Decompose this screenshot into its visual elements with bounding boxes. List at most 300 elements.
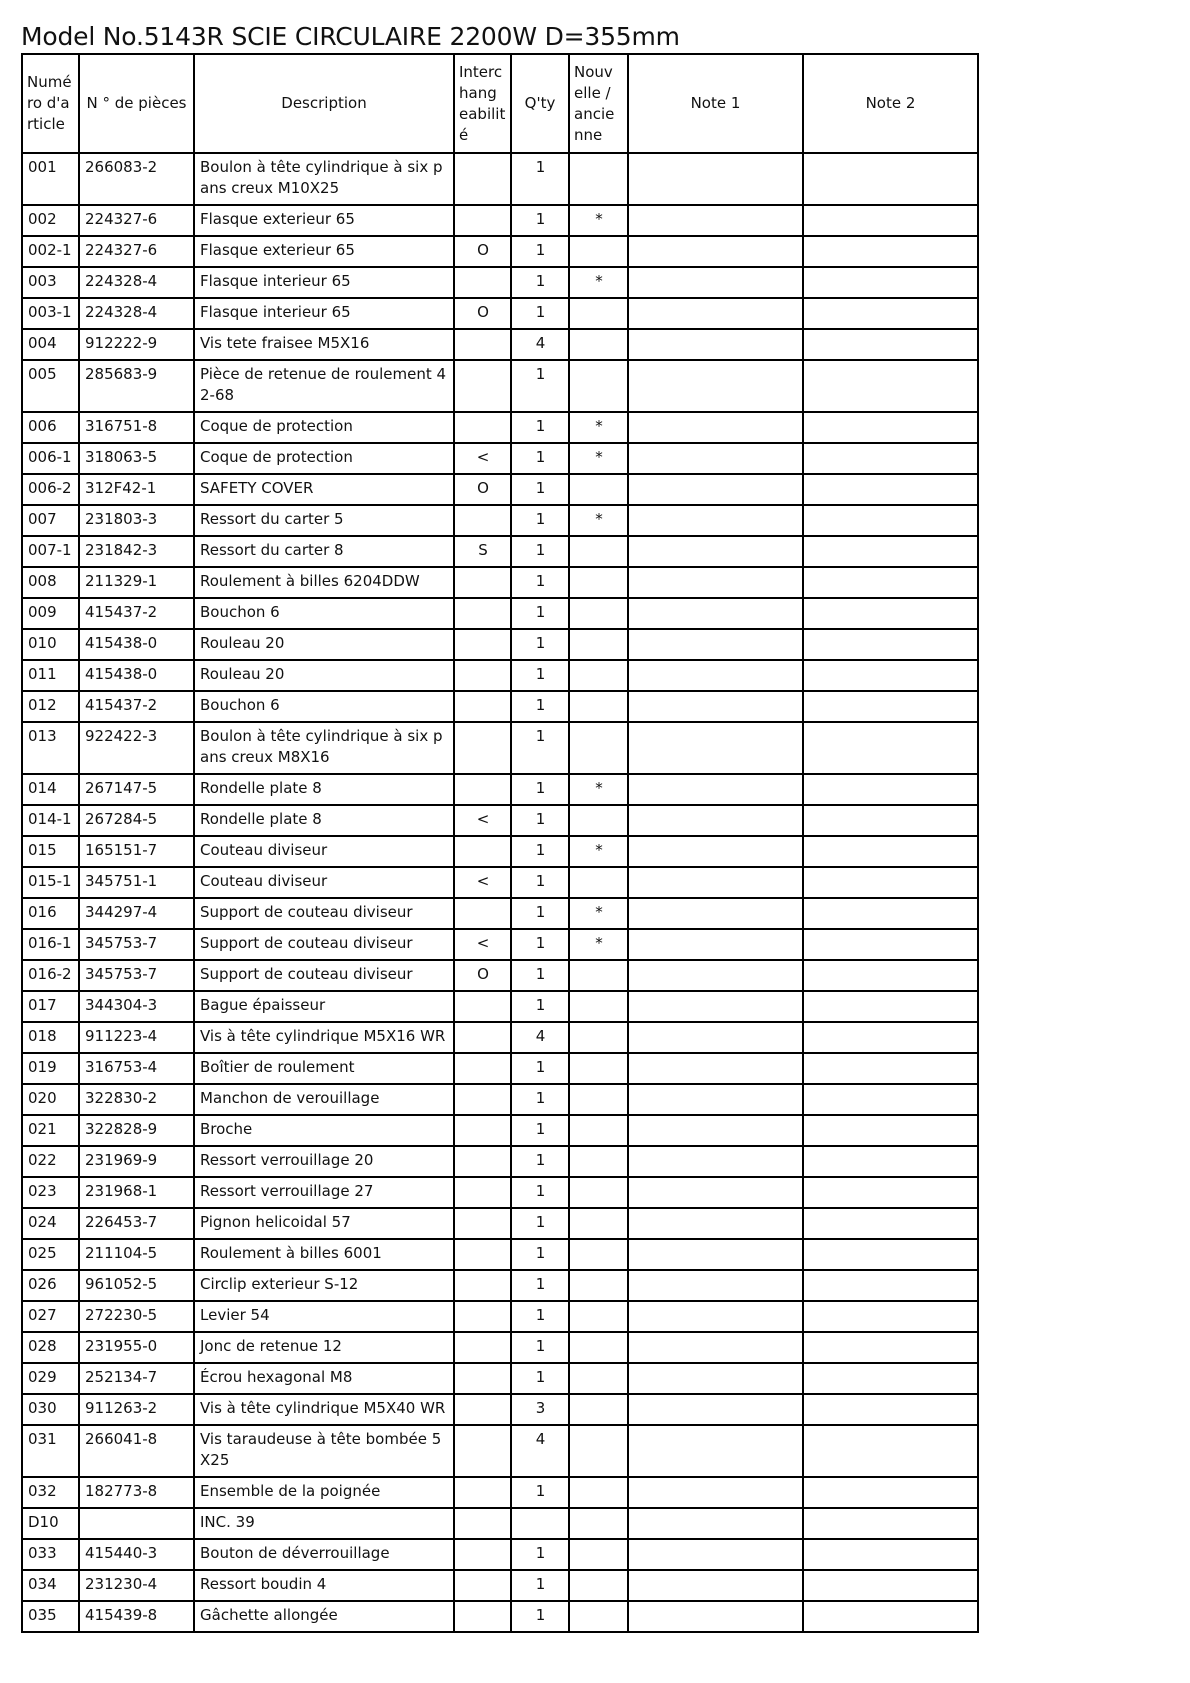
cell-new-old: * <box>569 505 628 536</box>
table-row <box>22 1270 978 1301</box>
cell-note1 <box>628 1508 803 1539</box>
table-row <box>22 1477 978 1508</box>
cell-note2 <box>803 329 978 360</box>
cell-description: Support de couteau diviseur <box>194 929 454 960</box>
cell-note1 <box>628 1363 803 1394</box>
table-row <box>22 236 978 267</box>
cell-item-no: 011 <box>22 660 79 691</box>
cell-note2 <box>803 1601 978 1632</box>
cell-description: Ressort du carter 5 <box>194 505 454 536</box>
cell-part-no: 182773-8 <box>79 1477 194 1508</box>
cell-qty: 1 <box>511 1146 569 1177</box>
cell-qty: 1 <box>511 443 569 474</box>
cell-description: Flasque exterieur 65 <box>194 236 454 267</box>
cell-new-old <box>569 1425 628 1477</box>
cell-note2 <box>803 505 978 536</box>
cell-qty: 1 <box>511 867 569 898</box>
cell-new-old <box>569 329 628 360</box>
cell-item-no: 006 <box>22 412 79 443</box>
cell-note2 <box>803 598 978 629</box>
cell-interchangeability <box>454 1146 511 1177</box>
cell-part-no: 231842-3 <box>79 536 194 567</box>
cell-note1 <box>628 205 803 236</box>
cell-qty: 1 <box>511 505 569 536</box>
cell-note2 <box>803 1332 978 1363</box>
table-row <box>22 267 978 298</box>
cell-qty: 1 <box>511 598 569 629</box>
cell-description: Levier 54 <box>194 1301 454 1332</box>
cell-interchangeability <box>454 1570 511 1601</box>
cell-new-old <box>569 536 628 567</box>
cell-part-no: 415437-2 <box>79 598 194 629</box>
cell-description: Support de couteau diviseur <box>194 898 454 929</box>
cell-item-no: 007-1 <box>22 536 79 567</box>
table-row <box>22 1177 978 1208</box>
cell-item-no: 014-1 <box>22 805 79 836</box>
cell-item-no: 008 <box>22 567 79 598</box>
cell-interchangeability <box>454 1270 511 1301</box>
cell-new-old: * <box>569 412 628 443</box>
cell-part-no: 285683-9 <box>79 360 194 412</box>
table-row <box>22 629 978 660</box>
cell-item-no: 012 <box>22 691 79 722</box>
cell-new-old <box>569 722 628 774</box>
cell-part-no: 224328-4 <box>79 298 194 329</box>
cell-note1 <box>628 412 803 443</box>
cell-qty: 1 <box>511 205 569 236</box>
cell-note1 <box>628 1601 803 1632</box>
cell-note2 <box>803 629 978 660</box>
cell-note2 <box>803 991 978 1022</box>
cell-item-no: 026 <box>22 1270 79 1301</box>
cell-new-old <box>569 1177 628 1208</box>
cell-item-no: 004 <box>22 329 79 360</box>
cell-qty: 4 <box>511 1425 569 1477</box>
table-row <box>22 1601 978 1632</box>
cell-item-no: 030 <box>22 1394 79 1425</box>
cell-qty: 1 <box>511 805 569 836</box>
cell-interchangeability <box>454 267 511 298</box>
cell-part-no: 224327-6 <box>79 236 194 267</box>
cell-interchangeability <box>454 1208 511 1239</box>
cell-part-no: 226453-7 <box>79 1208 194 1239</box>
cell-qty: 1 <box>511 1053 569 1084</box>
cell-part-no: 345753-7 <box>79 929 194 960</box>
cell-part-no: 961052-5 <box>79 1270 194 1301</box>
cell-new-old <box>569 1477 628 1508</box>
table-row <box>22 1394 978 1425</box>
cell-item-no: 034 <box>22 1570 79 1601</box>
cell-note1 <box>628 1425 803 1477</box>
cell-part-no: 267147-5 <box>79 774 194 805</box>
cell-qty: 1 <box>511 412 569 443</box>
cell-note1 <box>628 360 803 412</box>
cell-qty: 1 <box>511 629 569 660</box>
cell-new-old <box>569 1301 628 1332</box>
cell-note1 <box>628 267 803 298</box>
table-row <box>22 1301 978 1332</box>
table-row <box>22 1053 978 1084</box>
cell-note2 <box>803 660 978 691</box>
cell-new-old <box>569 298 628 329</box>
cell-note1 <box>628 1570 803 1601</box>
cell-item-no: D10 <box>22 1508 79 1539</box>
table-row <box>22 1539 978 1570</box>
cell-qty: 1 <box>511 1477 569 1508</box>
cell-note1 <box>628 691 803 722</box>
cell-note2 <box>803 898 978 929</box>
cell-qty: 1 <box>511 360 569 412</box>
cell-interchangeability <box>454 505 511 536</box>
cell-new-old: * <box>569 267 628 298</box>
cell-part-no <box>79 1508 194 1539</box>
table-row <box>22 867 978 898</box>
cell-new-old <box>569 1570 628 1601</box>
cell-interchangeability <box>454 1363 511 1394</box>
cell-new-old <box>569 1053 628 1084</box>
cell-item-no: 033 <box>22 1539 79 1570</box>
cell-description: Vis à tête cylindrique M5X40 WR <box>194 1394 454 1425</box>
cell-interchangeability <box>454 1177 511 1208</box>
cell-item-no: 020 <box>22 1084 79 1115</box>
cell-qty: 1 <box>511 236 569 267</box>
cell-qty: 1 <box>511 267 569 298</box>
header-item-no: Numé ro d'a rticle <box>22 54 79 153</box>
table-row <box>22 505 978 536</box>
cell-interchangeability <box>454 660 511 691</box>
header-description: Description <box>194 54 454 153</box>
cell-description: Coque de protection <box>194 412 454 443</box>
cell-interchangeability <box>454 412 511 443</box>
cell-interchangeability <box>454 774 511 805</box>
cell-qty: 1 <box>511 774 569 805</box>
cell-new-old: * <box>569 443 628 474</box>
table-row <box>22 412 978 443</box>
cell-item-no: 022 <box>22 1146 79 1177</box>
cell-note2 <box>803 960 978 991</box>
cell-note2 <box>803 1022 978 1053</box>
cell-description: Rouleau 20 <box>194 660 454 691</box>
cell-item-no: 006-1 <box>22 443 79 474</box>
cell-description: Couteau diviseur <box>194 867 454 898</box>
cell-note1 <box>628 567 803 598</box>
cell-description: Gâchette allongée <box>194 1601 454 1632</box>
cell-note1 <box>628 1115 803 1146</box>
cell-new-old <box>569 991 628 1022</box>
cell-part-no: 415438-0 <box>79 629 194 660</box>
cell-new-old <box>569 1022 628 1053</box>
cell-note2 <box>803 722 978 774</box>
cell-description: Manchon de verouillage <box>194 1084 454 1115</box>
cell-description: Bague épaisseur <box>194 991 454 1022</box>
cell-part-no: 211329-1 <box>79 567 194 598</box>
cell-part-no: 231230-4 <box>79 1570 194 1601</box>
cell-interchangeability <box>454 991 511 1022</box>
cell-note1 <box>628 774 803 805</box>
cell-new-old: * <box>569 205 628 236</box>
cell-description: Flasque interieur 65 <box>194 298 454 329</box>
cell-qty: 4 <box>511 329 569 360</box>
cell-note1 <box>628 598 803 629</box>
cell-item-no: 006-2 <box>22 474 79 505</box>
cell-description: Jonc de retenue 12 <box>194 1332 454 1363</box>
cell-description: Vis à tête cylindrique M5X16 WR <box>194 1022 454 1053</box>
cell-qty: 1 <box>511 929 569 960</box>
cell-item-no: 017 <box>22 991 79 1022</box>
cell-item-no: 010 <box>22 629 79 660</box>
cell-part-no: 415437-2 <box>79 691 194 722</box>
cell-description: Rondelle plate 8 <box>194 774 454 805</box>
table-row <box>22 329 978 360</box>
table-row <box>22 991 978 1022</box>
cell-interchangeability <box>454 1022 511 1053</box>
cell-qty: 1 <box>511 567 569 598</box>
cell-note1 <box>628 1084 803 1115</box>
cell-new-old <box>569 660 628 691</box>
cell-qty: 1 <box>511 1539 569 1570</box>
cell-description: Circlip exterieur S-12 <box>194 1270 454 1301</box>
cell-note2 <box>803 412 978 443</box>
table-row <box>22 153 978 205</box>
cell-part-no: 211104-5 <box>79 1239 194 1270</box>
cell-note1 <box>628 1394 803 1425</box>
cell-qty: 1 <box>511 1270 569 1301</box>
cell-note2 <box>803 1477 978 1508</box>
cell-description: Boulon à tête cylindrique à six pans creux M8X16 <box>194 722 454 774</box>
cell-note2 <box>803 1539 978 1570</box>
cell-note1 <box>628 1177 803 1208</box>
cell-description: Bouchon 6 <box>194 598 454 629</box>
cell-note1 <box>628 805 803 836</box>
cell-note1 <box>628 660 803 691</box>
cell-qty: 1 <box>511 1115 569 1146</box>
cell-qty: 1 <box>511 960 569 991</box>
cell-qty: 1 <box>511 153 569 205</box>
cell-interchangeability: S <box>454 536 511 567</box>
cell-item-no: 029 <box>22 1363 79 1394</box>
cell-note2 <box>803 774 978 805</box>
cell-qty: 1 <box>511 1177 569 1208</box>
table-row <box>22 298 978 329</box>
table-row <box>22 1022 978 1053</box>
cell-description: Vis tete fraisee M5X16 <box>194 329 454 360</box>
cell-description: Couteau diviseur <box>194 836 454 867</box>
cell-new-old <box>569 598 628 629</box>
cell-interchangeability: < <box>454 867 511 898</box>
cell-part-no: 344304-3 <box>79 991 194 1022</box>
cell-interchangeability: O <box>454 960 511 991</box>
cell-qty: 1 <box>511 474 569 505</box>
cell-item-no: 021 <box>22 1115 79 1146</box>
cell-interchangeability <box>454 329 511 360</box>
cell-note1 <box>628 629 803 660</box>
cell-part-no: 318063-5 <box>79 443 194 474</box>
cell-interchangeability <box>454 1394 511 1425</box>
table-row <box>22 929 978 960</box>
cell-note2 <box>803 1084 978 1115</box>
cell-interchangeability: O <box>454 236 511 267</box>
cell-item-no: 015 <box>22 836 79 867</box>
cell-note2 <box>803 1053 978 1084</box>
cell-item-no: 003-1 <box>22 298 79 329</box>
cell-item-no: 002-1 <box>22 236 79 267</box>
cell-new-old <box>569 1208 628 1239</box>
cell-part-no: 415440-3 <box>79 1539 194 1570</box>
cell-qty: 1 <box>511 1239 569 1270</box>
cell-description: Bouton de déverrouillage <box>194 1539 454 1570</box>
cell-interchangeability <box>454 1508 511 1539</box>
cell-part-no: 911223-4 <box>79 1022 194 1053</box>
cell-qty: 1 <box>511 1601 569 1632</box>
cell-item-no: 014 <box>22 774 79 805</box>
cell-part-no: 231955-0 <box>79 1332 194 1363</box>
cell-qty: 3 <box>511 1394 569 1425</box>
cell-new-old <box>569 1084 628 1115</box>
cell-new-old <box>569 153 628 205</box>
cell-new-old <box>569 1539 628 1570</box>
cell-description: Roulement à billes 6001 <box>194 1239 454 1270</box>
cell-new-old: * <box>569 774 628 805</box>
cell-item-no: 031 <box>22 1425 79 1477</box>
table-row <box>22 1332 978 1363</box>
cell-note2 <box>803 205 978 236</box>
cell-description: Pignon helicoidal 57 <box>194 1208 454 1239</box>
cell-qty: 1 <box>511 1301 569 1332</box>
cell-interchangeability <box>454 205 511 236</box>
cell-new-old <box>569 1270 628 1301</box>
cell-new-old: * <box>569 836 628 867</box>
cell-item-no: 035 <box>22 1601 79 1632</box>
cell-interchangeability <box>454 1332 511 1363</box>
table-row <box>22 1146 978 1177</box>
cell-description: Ressort du carter 8 <box>194 536 454 567</box>
cell-description: Rondelle plate 8 <box>194 805 454 836</box>
cell-description: Bouchon 6 <box>194 691 454 722</box>
cell-note2 <box>803 1239 978 1270</box>
header-qty: Q'ty <box>511 54 569 153</box>
cell-part-no: 231803-3 <box>79 505 194 536</box>
cell-qty: 1 <box>511 1363 569 1394</box>
cell-part-no: 316753-4 <box>79 1053 194 1084</box>
table-row <box>22 1084 978 1115</box>
cell-note2 <box>803 567 978 598</box>
cell-note1 <box>628 1539 803 1570</box>
cell-part-no: 316751-8 <box>79 412 194 443</box>
cell-interchangeability <box>454 1601 511 1632</box>
cell-note2 <box>803 1270 978 1301</box>
cell-note2 <box>803 836 978 867</box>
cell-note1 <box>628 991 803 1022</box>
cell-new-old <box>569 1363 628 1394</box>
cell-part-no: 344297-4 <box>79 898 194 929</box>
cell-note1 <box>628 836 803 867</box>
header-note2: Note 2 <box>803 54 978 153</box>
cell-qty: 1 <box>511 991 569 1022</box>
cell-part-no: 322830-2 <box>79 1084 194 1115</box>
table-row <box>22 1570 978 1601</box>
cell-note1 <box>628 1053 803 1084</box>
cell-qty: 1 <box>511 536 569 567</box>
cell-qty: 4 <box>511 1022 569 1053</box>
cell-interchangeability: O <box>454 298 511 329</box>
cell-qty: 1 <box>511 1208 569 1239</box>
cell-qty: 1 <box>511 298 569 329</box>
cell-new-old <box>569 1601 628 1632</box>
cell-description: Rouleau 20 <box>194 629 454 660</box>
cell-note2 <box>803 1425 978 1477</box>
cell-note2 <box>803 267 978 298</box>
cell-interchangeability: < <box>454 443 511 474</box>
cell-item-no: 032 <box>22 1477 79 1508</box>
cell-item-no: 025 <box>22 1239 79 1270</box>
cell-interchangeability <box>454 360 511 412</box>
cell-interchangeability <box>454 629 511 660</box>
cell-item-no: 023 <box>22 1177 79 1208</box>
cell-description: Ressort verrouillage 20 <box>194 1146 454 1177</box>
cell-note1 <box>628 1301 803 1332</box>
cell-interchangeability <box>454 898 511 929</box>
cell-new-old <box>569 474 628 505</box>
cell-note2 <box>803 1208 978 1239</box>
table-row <box>22 598 978 629</box>
cell-part-no: 165151-7 <box>79 836 194 867</box>
table-row <box>22 805 978 836</box>
cell-note2 <box>803 1570 978 1601</box>
cell-part-no: 922422-3 <box>79 722 194 774</box>
cell-description: Boîtier de roulement <box>194 1053 454 1084</box>
cell-note1 <box>628 722 803 774</box>
cell-note2 <box>803 536 978 567</box>
cell-interchangeability <box>454 153 511 205</box>
table-row <box>22 360 978 412</box>
cell-note1 <box>628 1270 803 1301</box>
table-row <box>22 567 978 598</box>
cell-description: Ressort boudin 4 <box>194 1570 454 1601</box>
cell-note1 <box>628 505 803 536</box>
cell-qty: 1 <box>511 1332 569 1363</box>
cell-new-old <box>569 236 628 267</box>
cell-part-no: 224327-6 <box>79 205 194 236</box>
cell-new-old <box>569 805 628 836</box>
cell-part-no: 231968-1 <box>79 1177 194 1208</box>
cell-note1 <box>628 929 803 960</box>
cell-new-old <box>569 567 628 598</box>
table-row <box>22 960 978 991</box>
cell-item-no: 027 <box>22 1301 79 1332</box>
cell-note2 <box>803 1146 978 1177</box>
cell-note1 <box>628 1146 803 1177</box>
cell-note2 <box>803 691 978 722</box>
cell-new-old <box>569 867 628 898</box>
cell-part-no: 415438-0 <box>79 660 194 691</box>
cell-qty: 1 <box>511 660 569 691</box>
cell-note2 <box>803 360 978 412</box>
table-row <box>22 836 978 867</box>
cell-note1 <box>628 1022 803 1053</box>
cell-description: Flasque interieur 65 <box>194 267 454 298</box>
cell-note2 <box>803 1508 978 1539</box>
header-interchangeability: Interc hang eabilit é <box>454 54 511 153</box>
table-row <box>22 691 978 722</box>
table-row <box>22 660 978 691</box>
cell-item-no: 016-2 <box>22 960 79 991</box>
cell-item-no: 016 <box>22 898 79 929</box>
cell-new-old: * <box>569 898 628 929</box>
parts-table-body <box>22 153 978 1632</box>
cell-part-no: 224328-4 <box>79 267 194 298</box>
table-row <box>22 1425 978 1477</box>
cell-interchangeability <box>454 1539 511 1570</box>
